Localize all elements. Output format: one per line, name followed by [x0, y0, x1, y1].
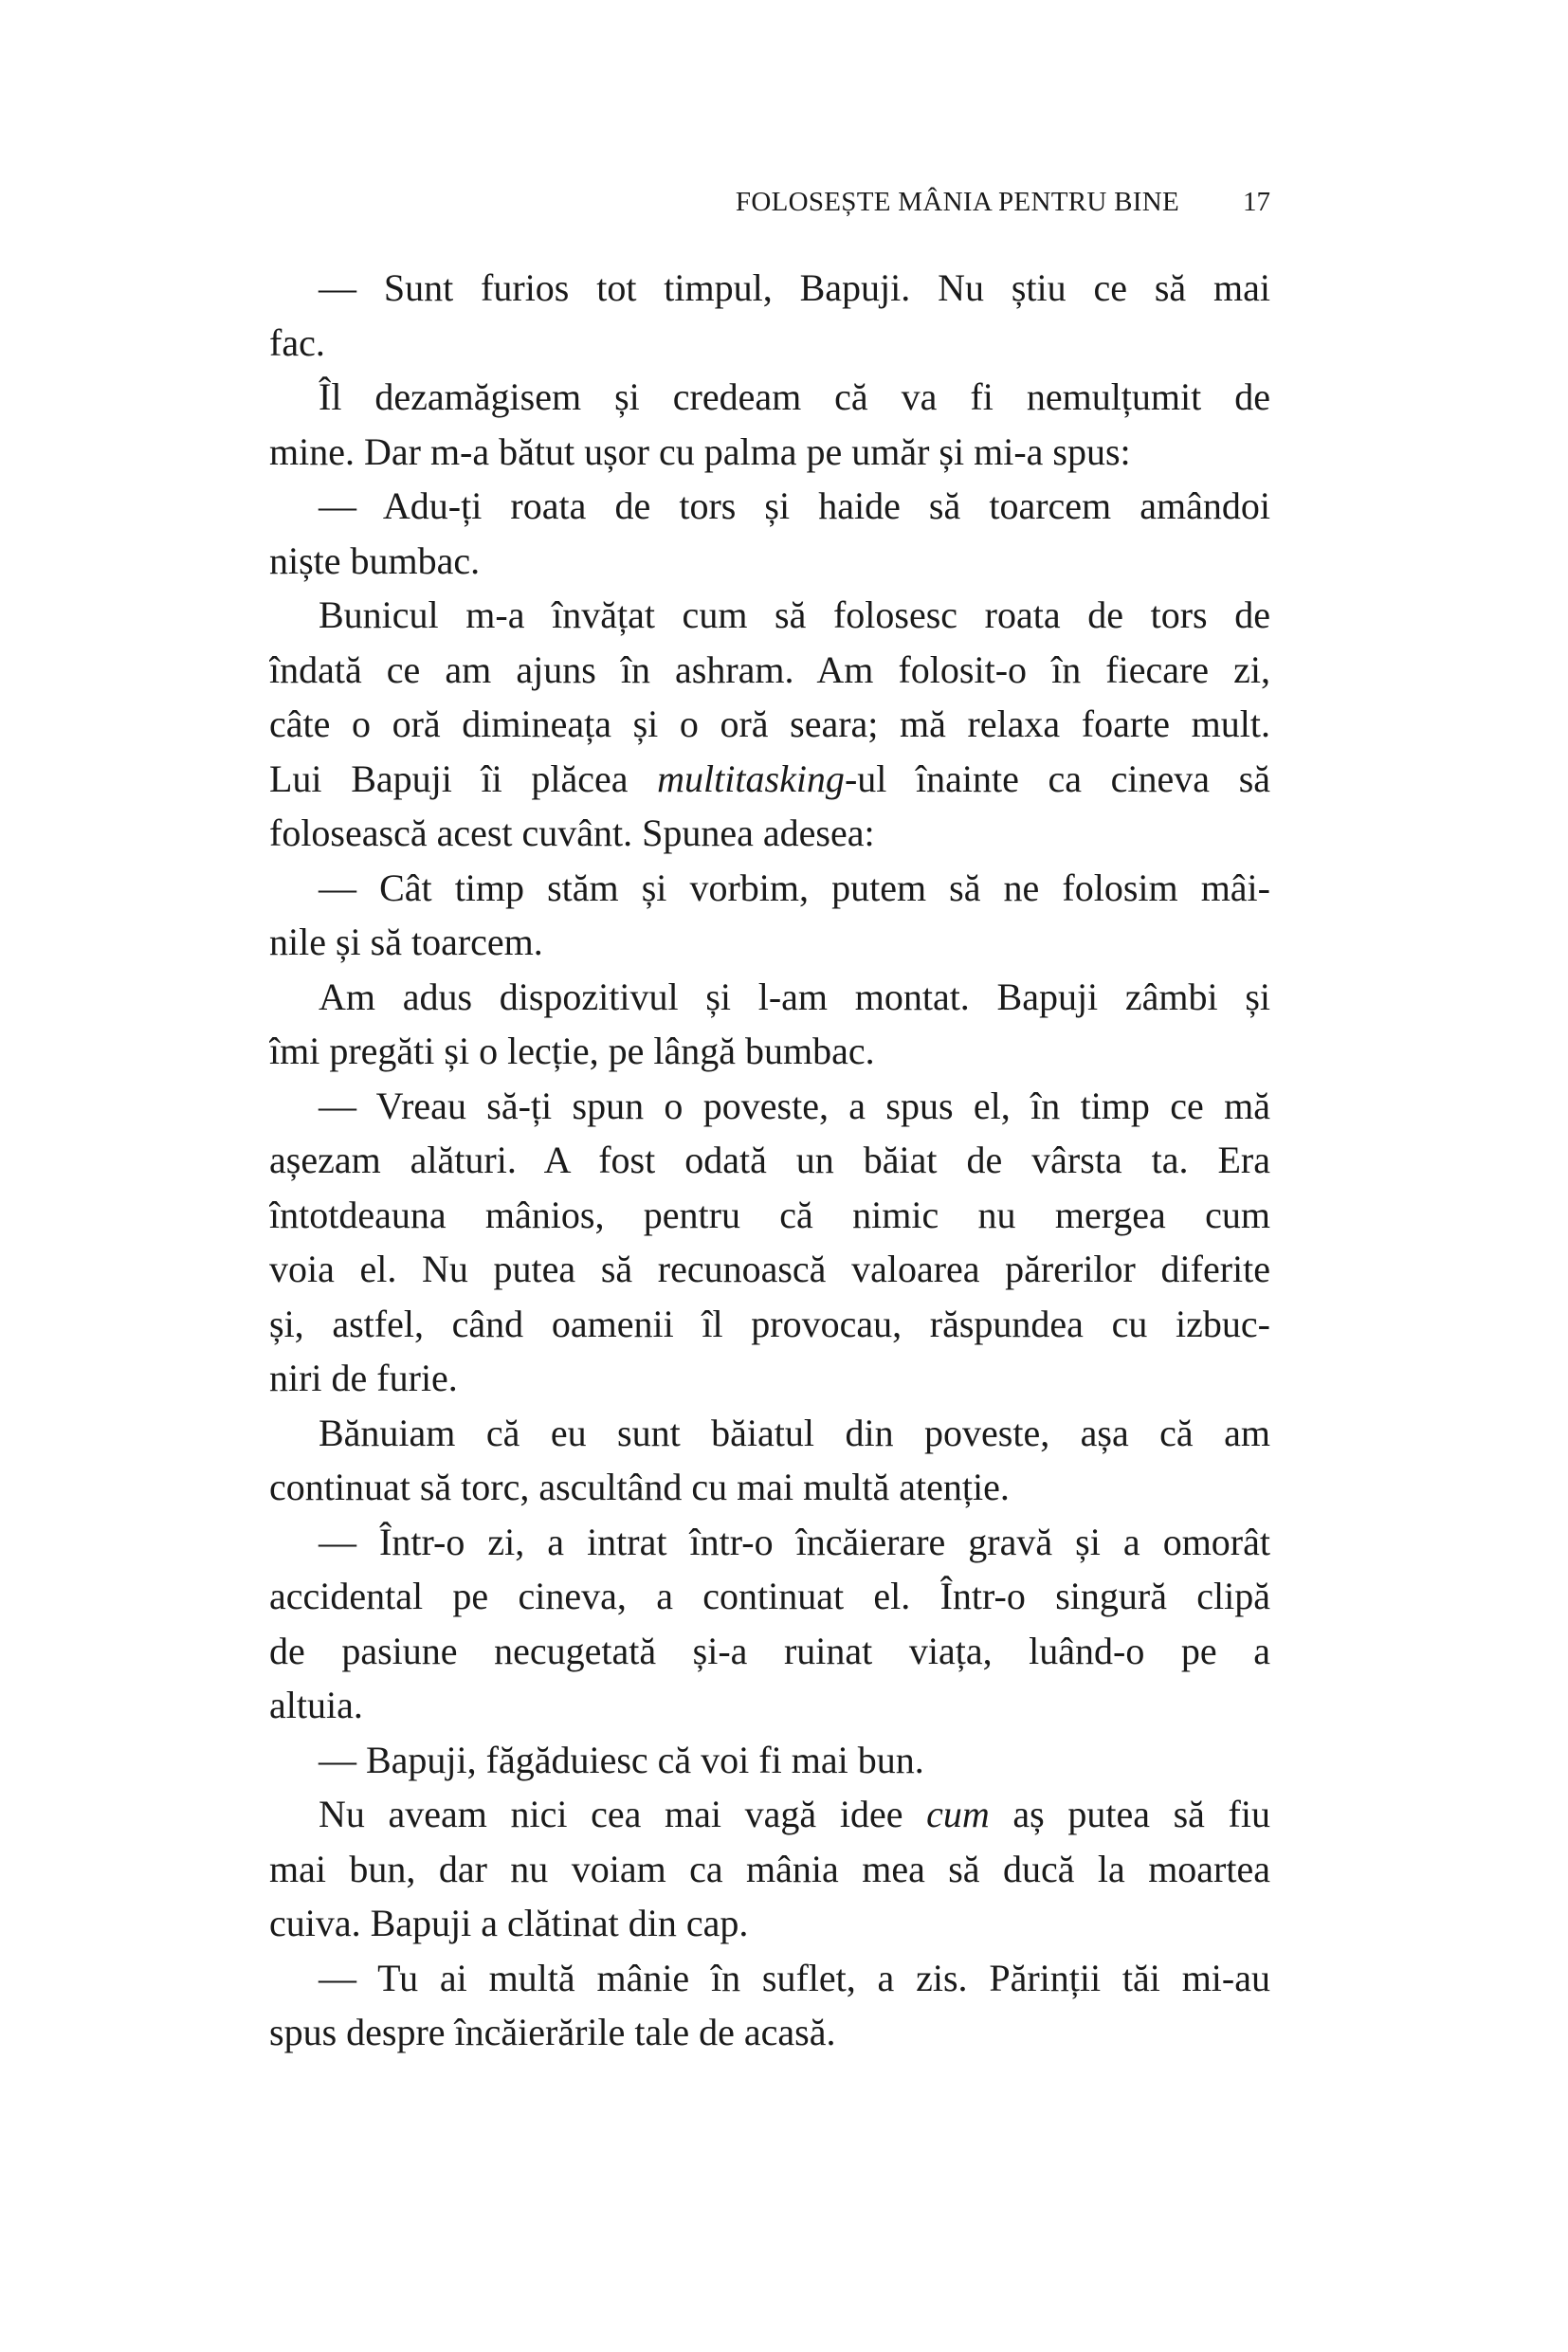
text-line: Am adus dispozitivul și l-am montat. Bapuji zâmbi și [319, 975, 1270, 1018]
text-line [269, 752, 1270, 807]
italic-term: multitasking [657, 757, 845, 800]
text-line: — Într-o zi, a intrat într-o încăierare gravă și a omorât [319, 1520, 1270, 1563]
text-line: altuia. [269, 1684, 363, 1726]
text-line: — Sunt furios tot timpul, Bapuji. Nu știu ce să mai [319, 266, 1270, 309]
text-line: cuiva. Bapuji a clătinat din cap. [269, 1902, 749, 1944]
text-segment: Lui Bapuji îi plăcea [269, 757, 658, 800]
text-line: Bănuiam că eu sunt băiatul din poveste, așa că am [319, 1411, 1270, 1454]
running-title: FOLOSEȘTE MÂNIA PENTRU BINE [735, 187, 1179, 217]
text-line: niște bumbac. [269, 538, 481, 582]
text-line: — Bapuji, făgăduiesc că voi fi mai bun. [319, 1738, 924, 1781]
text-line: îmi pregăti și o lecție, pe lângă bumbac. [269, 1030, 875, 1072]
text-segment: Nu aveam nici cea mai vagă idee [319, 1793, 927, 1835]
text-line: și, astfel, când oamenii îl provocau, răspundea cu izbuc- [269, 1302, 1270, 1345]
text-line: mine. Dar m-a bătut ușor cu palma pe umăr și mi-a spus: [269, 429, 1131, 473]
page-number: 17 [1243, 187, 1270, 217]
text-line: — Adu-ți roata de tors și haide să toarcem amândoi [319, 484, 1270, 527]
text-line: fac. [269, 320, 325, 364]
text-line: folosească acest cuvânt. Spunea adesea: [269, 811, 875, 854]
text-line: de pasiune necugetată și-a ruinat viața, luând-o pe a [269, 1629, 1270, 1672]
text-line: — Cât timp stăm și vorbim, putem să ne folosim mâi- [319, 866, 1270, 909]
text-line: voia el. Nu putea să recunoască valoarea părerilor diferite [269, 1248, 1270, 1290]
text-line: — Vreau să-ți spun o poveste, a spus el, în timp ce mă [319, 1084, 1270, 1127]
text-line: îndată ce am ajuns în ashram. Am folosit-o în fiecare zi, [269, 647, 1270, 691]
text-line: Îl dezamăgisem și credeam că va fi nemulțumit de [319, 375, 1270, 418]
text-line: întotdeauna mânios, pentru că nimic nu mergea cum [269, 1193, 1270, 1236]
body-text [269, 261, 1270, 2060]
text-line: — Tu ai multă mânie în suflet, a zis. Părinții tăi mi-au [319, 1956, 1270, 1999]
text-line: spus despre încăierările tale de acasă. [269, 2011, 836, 2053]
text-line: nile și să toarcem. [269, 921, 543, 963]
text-line: accidental pe cineva, a continuat el. Într-o singură clipă [269, 1575, 1270, 1617]
text-line: Bunicul m-a învățat cum să folosesc roata de tors de [319, 593, 1270, 636]
text-line: niri de furie. [269, 1357, 458, 1399]
text-line: mai bun, dar nu voiam ca mânia mea să ducă la moartea [269, 1847, 1270, 1890]
text-line [269, 1787, 1270, 1842]
italic-term: cum [926, 1793, 990, 1835]
text-segment: aș putea să fiu [989, 1793, 1270, 1835]
text-line: așezam alături. A fost odată un băiat de vârsta ta. Era [269, 1139, 1270, 1181]
text-line: câte o oră dimineața și o oră seara; mă relaxa foarte mult. [269, 702, 1270, 745]
text-segment: -ul înainte ca cineva să [844, 757, 1270, 800]
text-line: continuat să torc, ascultând cu mai multă atenție. [269, 1466, 1010, 1508]
running-header [269, 180, 1270, 224]
